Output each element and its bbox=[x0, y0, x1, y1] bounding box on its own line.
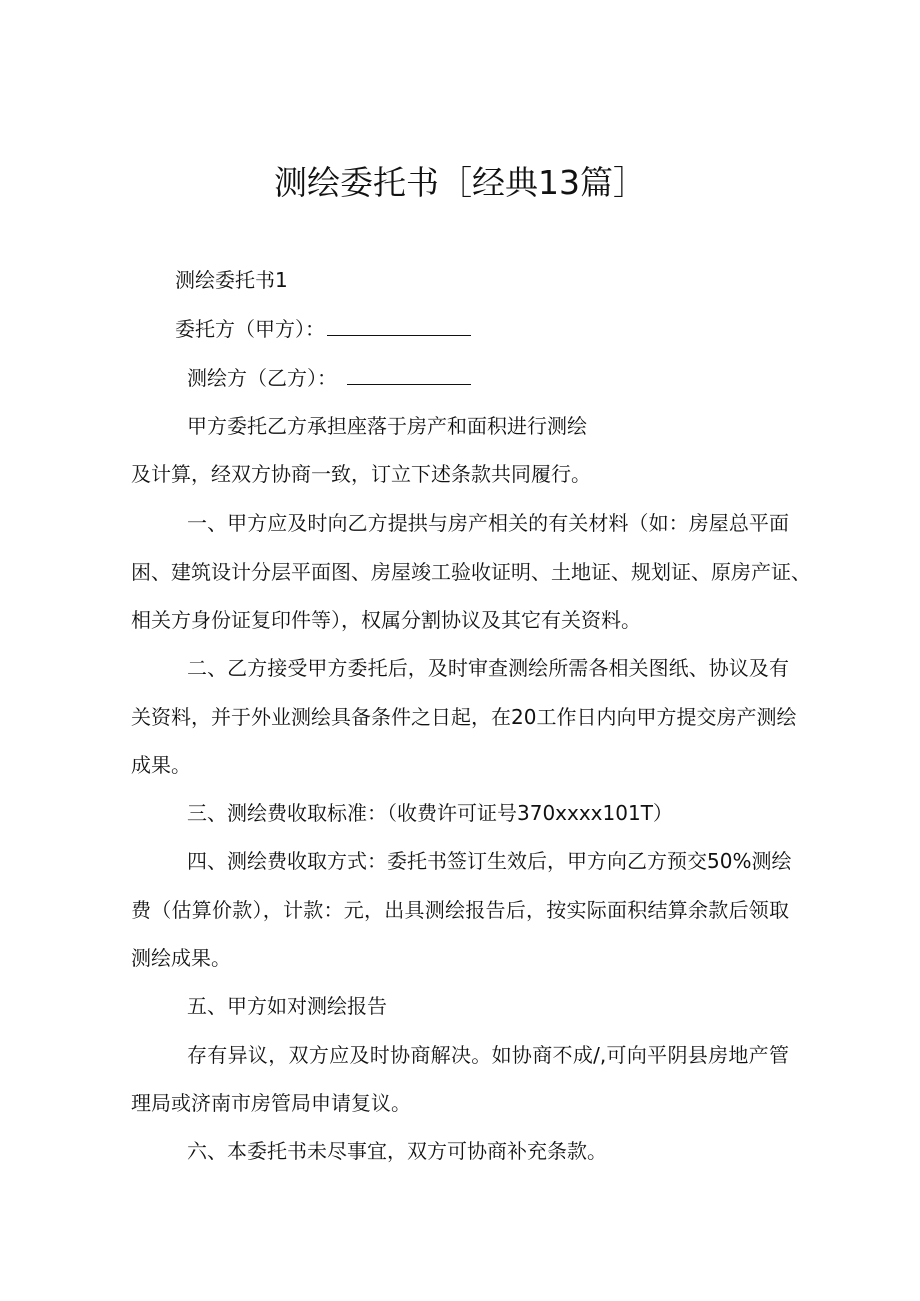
section-heading: 测绘委托书1 bbox=[175, 268, 288, 292]
intro-line-2: 及计算，经双方协商一致，订立下述条款共同履行。 bbox=[131, 462, 591, 486]
clause-5-line-2: 存有异议，双方应及时协商解决。如协商不成/,可向平阴县房地产管 bbox=[187, 1043, 789, 1067]
clause-5-line-1: 五、甲方如对测绘报告 bbox=[187, 994, 387, 1018]
party-a-label: 委托方（甲方）： bbox=[175, 317, 325, 341]
clause-2-line-1: 二、乙方接受甲方委托后，及时审查测绘所需各相关图纸、协议及有 bbox=[187, 656, 789, 680]
clause-2-line-2: 关资料，并于外业测绘具备条件之日起，在20工作日内向甲方提交房产测绘 bbox=[131, 705, 797, 729]
clause-2-line-3: 成果。 bbox=[131, 753, 191, 777]
party-b-row bbox=[187, 364, 471, 392]
party-a-row bbox=[175, 315, 471, 343]
document-title: 测绘委托书［经典13篇］ bbox=[274, 163, 646, 202]
party-a-blank-line bbox=[327, 315, 471, 336]
clause-1-line-1: 一、甲方应及时向乙方提拱与房产相关的有关材料（如：房屋总平面 bbox=[187, 511, 789, 535]
clause-1-line-3: 相关方身份证复印件等），权属分割协议及其它有关资料。 bbox=[131, 608, 641, 632]
intro-line-1: 甲方委托乙方承担座落于房产和面积进行测绘 bbox=[187, 414, 587, 438]
clause-4-line-2: 费（估算价款），计款：元，出具测绘报告后，按实际面积结算余款后领取 bbox=[131, 898, 789, 922]
party-b-label: 测绘方（乙方）： bbox=[187, 366, 337, 390]
clause-6-line-1: 六、本委托书未尽事宜，双方可协商补充条款。 bbox=[187, 1139, 607, 1163]
clause-4-line-3: 测绘成果。 bbox=[131, 946, 231, 970]
clause-5-line-3: 理局或济南市房管局申请复议。 bbox=[131, 1091, 411, 1115]
clause-4-line-1: 四、测绘费收取方式：委托书签订生效后，甲方向乙方预交50%测绘 bbox=[187, 849, 792, 873]
clause-3-line-1: 三、测绘费收取标准：（收费许可证号370xxxx101T） bbox=[187, 801, 673, 825]
clause-1-line-2: 困、建筑设计分层平面图、房屋竣工验收证明、土地证、规划证、原房产证、 bbox=[131, 560, 811, 584]
party-b-blank-line bbox=[347, 364, 471, 385]
